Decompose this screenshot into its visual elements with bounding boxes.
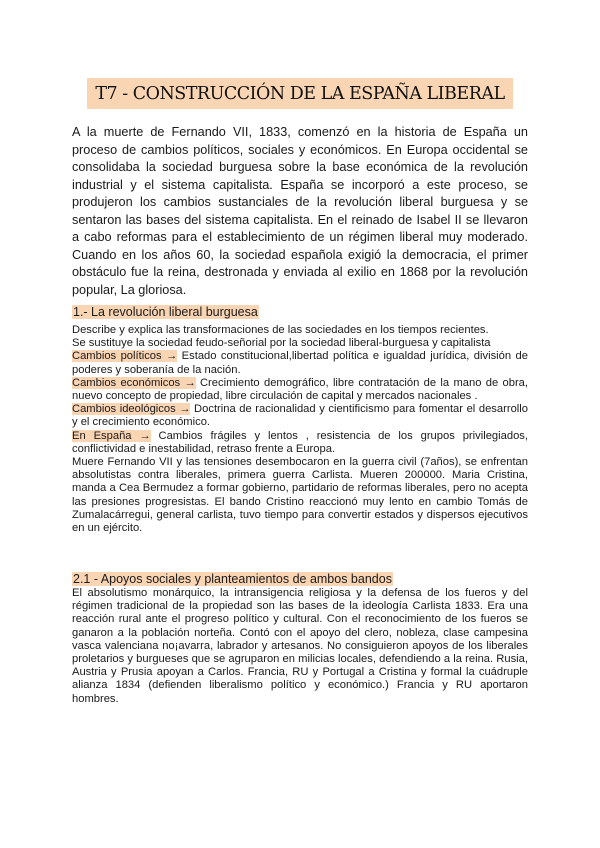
- section-1-heading: [72, 304, 259, 320]
- title-container: [0, 78, 600, 109]
- section-2-heading-text: 2.1 - Apoyos sociales y planteamientos de ambos bandos: [73, 572, 392, 586]
- section-1-line-2: Se sustituye la sociedad feudo-señorial por la sociedad liberal-burguesa y capitalista: [72, 337, 491, 350]
- en-espana-text: Cambios frágiles y lentos , resistencia de los grupos privilegiados, conflictividad e inestabilidad, retraso frente a Europa.: [72, 429, 528, 455]
- en-espana-item: [72, 430, 528, 456]
- cambios-politicos-item: [72, 350, 528, 376]
- cambios-economicos-label: Cambios económicos →: [72, 376, 196, 389]
- cambios-politicos-label: Cambios políticos →: [72, 350, 178, 363]
- section-1-body: [72, 324, 528, 535]
- section-1-line-1: Describe y explica las transformaciones de las sociedades en los tiempos recientes.: [72, 324, 489, 336]
- section-1-paragraph: Muere Fernando VII y las tensiones desembocaron en la guerra civil (7años), se enfrentan absolutistas contra liberales, primera guerra Carlista. Mueren 200000. Maria Cristina, manda a Cea Bermudez a formar gobierno, partidario de reformas liberales, pero no acepta las presiones progresistas. El bando Cristino reaccionó muy lento en cambio Tomás de Zumalacárregui, general carlista, tuvo tiempo para convertir estados y dispersos ejecutivos en un ejército.: [72, 456, 528, 535]
- cambios-economicos-text: Crecimiento demográfico, libre contratación de la mano de obra, nuevo concepto de propiedad, libre circulación de capital y mercados nacionales .: [72, 376, 528, 403]
- cambios-ideologicos-label: Cambios ideológicos →: [72, 403, 191, 416]
- page-title: T7 - CONSTRUCCIÓN DE LA ESPAÑA LIBERAL: [87, 78, 512, 109]
- section-1-heading-text: 1.- La revolución liberal burguesa: [73, 305, 258, 319]
- section-2-heading: [72, 571, 393, 587]
- cambios-politicos-text: Estado constitucional,libertad política e igualdad jurídica, división de poderes y soberanía de la nación.: [72, 350, 528, 376]
- cambios-ideologicos-item: [72, 403, 528, 429]
- cambios-ideologicos-text: Doctrina de racionalidad y cientificismo para fomentar el desarrollo y el crecimiento económico.: [72, 403, 528, 429]
- intro-paragraph: A la muerte de Fernando VII, 1833, comenzó en la historia de España un proceso de cambios políticos, sociales y económicos. En Europa occidental se consolidaba la sociedad burguesa sobre la base económica de la revolución industrial y el sistema capitalista. España se incorporó a este proceso, se produjeron los cambios sustanciales de la revolución liberal burguesa y se sentaron las bases del sistema capitalista. En el reinado de Isabel II se llevaron a cabo reformas para el establecimiento de un régimen liberal muy moderado. Cuando en los años 60, la sociedad española exigió la democracia, el primer obstáculo fue la reina, destronada y enviada al exilio en 1868 por la revolución popular, La gloriosa.: [72, 125, 528, 297]
- section-2-body: [72, 587, 528, 706]
- en-espana-label: En España →: [72, 429, 151, 442]
- section-2-paragraph: El absolutismo monárquico, la intransigencia religiosa y la defensa de los fueros y del régimen tradicional de la propiedad son las bases de la ideología Carlista 1833. Era una reacción rural ante el progreso político y cultural. Con el reconocimiento de los fueros se ganaron a la población norteña. Contó con el apoyo del clero, nobleza, clase campesina vasca valenciana no¡avarra, labrador y artesanos. No consiguieron apoyos de los liberales proletarios y burgueses que se agruparon en milicias locales, defendiendo a la reina. Rusia, Austria y Prusia apoyan a Carlos. Francia, RU y Portugal a Cristina y formal la cuádruple alianza 1834 (defienden liberalismo político y económico.) Francia y RU aportaron hombres.: [72, 587, 528, 705]
- cambios-economicos-item: [72, 377, 528, 403]
